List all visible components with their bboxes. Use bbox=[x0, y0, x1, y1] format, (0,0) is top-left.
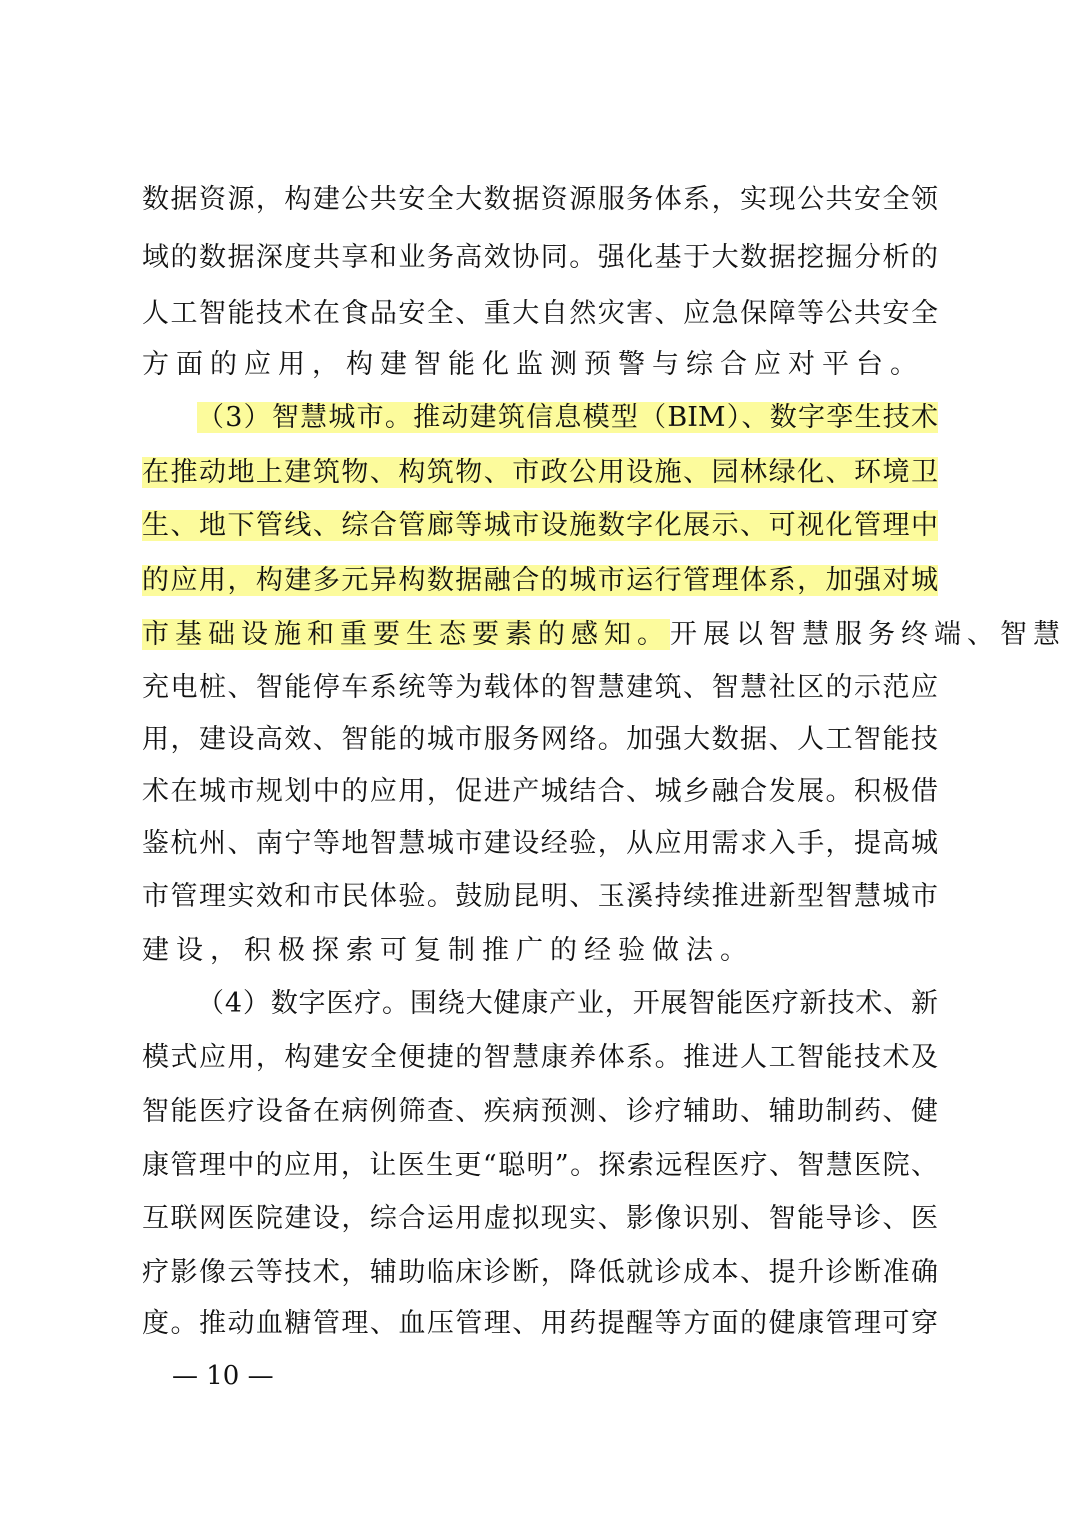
highlighted-line bbox=[142, 508, 938, 544]
paragraph-line: 智能医疗设备在病例筛查、疾病预测、诊疗辅助、辅助制药、健 bbox=[142, 1096, 938, 1127]
paragraph-line: 人工智能技术在食品安全、重大自然灾害、应急保障等公共安全 bbox=[142, 298, 938, 329]
paragraph-line: 康管理中的应用，让医生更“聪明”。探索远程医疗、智慧医院、 bbox=[142, 1150, 938, 1181]
highlighted-line bbox=[142, 455, 938, 491]
paragraph-line: 度。推动血糖管理、血压管理、用药提醒等方面的健康管理可穿 bbox=[142, 1308, 938, 1339]
paragraph-line: 鉴杭州、南宁等地智慧城市建设经验，从应用需求入手，提高城 bbox=[142, 828, 938, 859]
plain-text: 开展以智慧服务终端、智慧 bbox=[670, 619, 1066, 650]
paragraph-line: 建设，积极探索可复制推广的经验做法。 bbox=[142, 935, 754, 966]
paragraph-line: 方面的应用，构建智能化监测预警与综合应对平台。 bbox=[142, 349, 924, 380]
paragraph-line: 疗影像云等技术，辅助临床诊断，降低就诊成本、提升诊断准确 bbox=[142, 1257, 938, 1288]
paragraph-line: 充电桩、智能停车系统等为载体的智慧建筑、智慧社区的示范应 bbox=[142, 672, 938, 703]
highlighted-text: （3）智慧城市。推动建筑信息模型（BIM）、数字孪生技术 bbox=[197, 402, 938, 433]
paragraph-line: （4）数字医疗。围绕大健康产业，开展智能医疗新技术、新 bbox=[197, 988, 938, 1019]
highlighted-text: 生、地下管线、综合管廊等城市设施数字化展示、可视化管理中 bbox=[142, 510, 938, 541]
paragraph-line: 模式应用，构建安全便捷的智慧康养体系。推进人工智能技术及 bbox=[142, 1042, 938, 1073]
highlighted-line bbox=[142, 563, 938, 599]
paragraph-line: 域的数据深度共享和业务高效协同。强化基于大数据挖掘分析的 bbox=[142, 242, 938, 273]
paragraph-line: 用，建设高效、智能的城市服务网络。加强大数据、人工智能技 bbox=[142, 724, 938, 755]
mixed-line bbox=[142, 617, 1066, 653]
paragraph-line: 术在城市规划中的应用，促进产城结合、城乡融合发展。积极借 bbox=[142, 776, 938, 807]
highlighted-text: 市基础设施和重要生态要素的感知。 bbox=[142, 619, 670, 650]
highlighted-line bbox=[197, 400, 938, 436]
highlighted-text: 的应用，构建多元异构数据融合的城市运行管理体系，加强对城 bbox=[142, 565, 938, 596]
highlighted-text: 在推动地上建筑物、构筑物、市政公用设施、园林绿化、环境卫 bbox=[142, 457, 938, 488]
paragraph-line: 互联网医院建设，综合运用虚拟现实、影像识别、智能导诊、医 bbox=[142, 1203, 938, 1234]
paragraph-line: 市管理实效和市民体验。鼓励昆明、玉溪持续推进新型智慧城市 bbox=[142, 881, 938, 912]
page-number: — 10 — bbox=[172, 1361, 274, 1391]
paragraph-line: 数据资源，构建公共安全大数据资源服务体系，实现公共安全领 bbox=[142, 184, 938, 215]
